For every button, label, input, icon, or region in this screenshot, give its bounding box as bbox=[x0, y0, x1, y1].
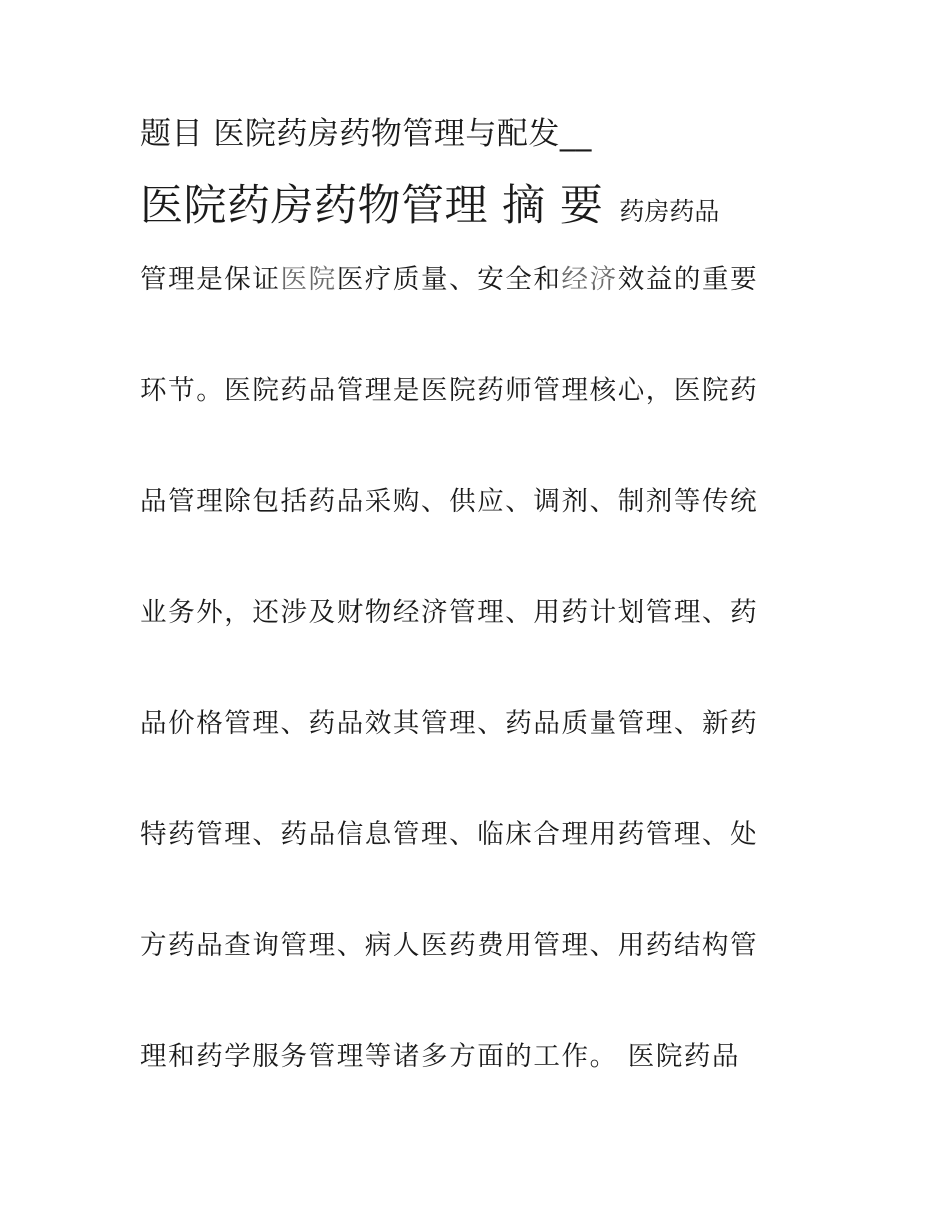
heading-main: 医院药房药物管理 摘 要 bbox=[140, 181, 604, 231]
economy-link[interactable]: 经济 bbox=[561, 264, 618, 295]
paragraph-3: 品管理除包括药品采购、供应、调剂、制剂等传统 bbox=[140, 486, 759, 517]
paragraph-1-text-c: 效益的重要 bbox=[617, 264, 759, 295]
section-heading bbox=[140, 178, 719, 240]
paragraph-5: 品价格管理、药品效其管理、药品质量管理、新药 bbox=[140, 708, 759, 739]
heading-tail: 药房药品 bbox=[619, 197, 720, 226]
paragraph-1-text-b: 医疗质量、安全和 bbox=[336, 264, 562, 295]
document-title: 题目 医院药房药物管理与配发__ bbox=[140, 116, 592, 152]
paragraph-1-text-a: 管理是保证 bbox=[140, 264, 281, 295]
paragraph-6: 特药管理、药品信息管理、临床合理用药管理、处 bbox=[140, 819, 759, 850]
paragraph-4: 业务外，还涉及财物经济管理、用药计划管理、药 bbox=[140, 597, 759, 628]
paragraph-8: 理和药学服务管理等诸多方面的工作。 医院药品 bbox=[140, 1041, 741, 1072]
hospital-link[interactable]: 医院 bbox=[280, 264, 337, 295]
paragraph-2: 环节。医院药品管理是医院药师管理核心，医院药 bbox=[140, 375, 759, 406]
paragraph-1 bbox=[140, 257, 820, 302]
paragraph-7: 方药品查询管理、病人医药费用管理、用药结构管 bbox=[140, 930, 759, 961]
